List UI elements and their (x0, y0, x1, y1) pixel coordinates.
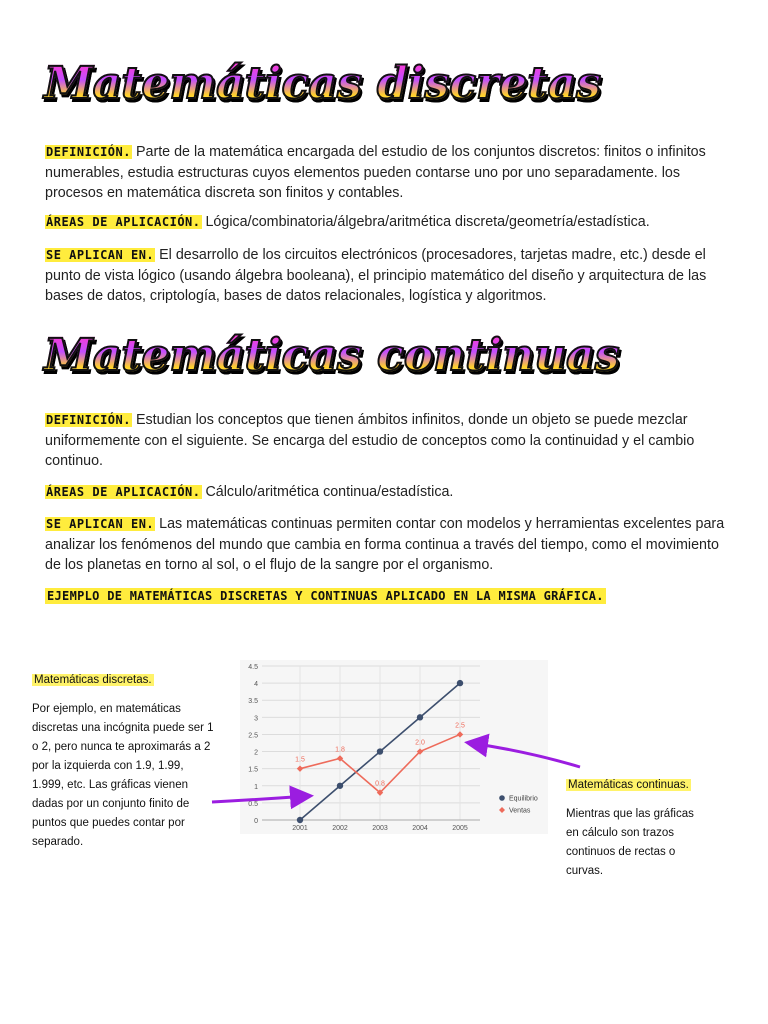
apply-tag: SE APLICAN EN. (46, 517, 155, 531)
definition-text: Estudian los conceptos que tienen ámbitos infinitos, donde un objeto se puede mezclar uniformemente con el siguiente. Se encarga del estudio de conceptos como la continuidad y el cambio continuo. (45, 412, 695, 469)
right-note-line: Mientras que las gráficas (566, 808, 694, 820)
legend-marker-equilibrio (499, 795, 505, 801)
line-chart (240, 660, 548, 834)
chart-panel (240, 660, 548, 834)
left-note-label: Matemáticas discretas. (34, 674, 152, 686)
data-label: 2.5 (455, 722, 465, 730)
left-note-line: discretas una incógnita puede ser 1 (32, 722, 214, 734)
left-note-line: puntos que puedes contar por (32, 817, 185, 829)
y-tick-label: 2.5 (248, 732, 258, 740)
definition-paragraph-continuas (45, 410, 725, 472)
x-tick-label: 2004 (412, 825, 428, 832)
left-note (32, 671, 242, 852)
left-note-line: o 2, pero nunca te aproximarás a 2 (32, 741, 211, 753)
data-point-ventas (457, 731, 463, 737)
definition-text: Parte de la matemática encargada del estudio de los conjuntos discretos: finitos o infinitos numerables, estudia estructuras cuyos elementos pueden contarse uno por uno separadamente. los procesos en matemática discreta son finitos y contables. (45, 144, 706, 201)
legend-label: Equilibrio (509, 795, 538, 803)
section-title-discretas: Matemáticas discretas (44, 58, 601, 109)
data-label: 0.8 (375, 780, 385, 788)
section-title-continuas: Matemáticas continuas (44, 330, 620, 381)
left-note-line: por la izquierda con 1.9, 1.99, (32, 760, 184, 772)
data-label: 2.0 (415, 739, 425, 747)
areas-paragraph-discretas (45, 212, 725, 233)
y-tick-label: 4 (254, 681, 258, 689)
x-tick-label: 2003 (372, 825, 388, 832)
right-note-line: en cálculo son trazos (566, 827, 675, 839)
data-point-equilibrio (377, 748, 383, 754)
y-tick-label: 1.5 (248, 766, 258, 774)
x-tick-label: 2001 (292, 825, 308, 832)
y-tick-label: 0 (254, 818, 258, 825)
left-note-line: 1.999, etc. Las gráficas vienen (32, 779, 188, 791)
left-note-line: dadas por un conjunto finito de (32, 798, 190, 810)
x-tick-label: 2005 (452, 825, 468, 832)
areas-tag: ÁREAS DE APLICACIÓN. (46, 215, 201, 229)
right-note-line: continuos de rectas o (566, 846, 676, 858)
y-tick-label: 3 (254, 715, 258, 723)
right-note-line: curvas. (566, 865, 604, 877)
data-label: 1.5 (295, 756, 305, 764)
apply-text: El desarrollo de los circuitos electrónicos (procesadores, tarjetas madre, etc.) desde el punto de vista lógico (usando álgebra booleana), el principio matemático del diseño y arquitectura de las bases de datos, criptología, bases de datos relacionales, logística y algoritmos. (45, 247, 707, 304)
areas-paragraph-continuas (45, 482, 725, 503)
data-point-equilibrio (337, 783, 343, 789)
right-note (566, 776, 756, 881)
apply-paragraph-discretas (45, 245, 725, 307)
apply-paragraph-continuas (45, 514, 725, 576)
y-tick-label: 2 (254, 749, 258, 757)
left-note-line: Por ejemplo, en matemáticas (32, 703, 181, 715)
legend-marker-ventas (499, 807, 505, 813)
definition-tag: DEFINICIÓN. (46, 145, 131, 159)
legend-label: Ventas (509, 807, 531, 815)
y-tick-label: 3.5 (248, 698, 258, 706)
areas-text: Cálculo/aritmética continua/estadística. (201, 484, 454, 500)
data-point-equilibrio (457, 680, 463, 686)
x-tick-label: 2002 (332, 825, 348, 832)
areas-tag: ÁREAS DE APLICACIÓN. (46, 485, 201, 499)
y-tick-label: 1 (254, 783, 258, 791)
right-note-label: Matemáticas continuas. (568, 779, 689, 791)
y-tick-label: 4.5 (248, 664, 258, 671)
y-tick-label: 0.5 (248, 800, 258, 808)
data-label: 1.8 (335, 746, 345, 754)
example-banner: EJEMPLO DE MATEMÁTICAS DISCRETAS Y CONTINUAS APLICADO EN LA MISMA GRÁFICA. (47, 589, 604, 603)
areas-text: Lógica/combinatoria/álgebra/aritmética discreta/geometría/estadística. (201, 214, 650, 230)
data-point-equilibrio (417, 714, 423, 720)
definition-tag: DEFINICIÓN. (46, 413, 131, 427)
apply-tag: SE APLICAN EN. (46, 248, 155, 262)
data-point-ventas (297, 765, 303, 771)
definition-paragraph-discretas (45, 142, 725, 204)
data-point-equilibrio (297, 817, 303, 823)
left-note-line: separado. (32, 836, 84, 848)
apply-text: Las matemáticas continuas permiten contar con modelos y herramientas excelentes para analizar los fenómenos del mundo que cambia en forma continua a través del tiempo, como el movimiento de los planetas en torno al sol, o el flujo de la sangre por el organismo. (45, 516, 725, 573)
